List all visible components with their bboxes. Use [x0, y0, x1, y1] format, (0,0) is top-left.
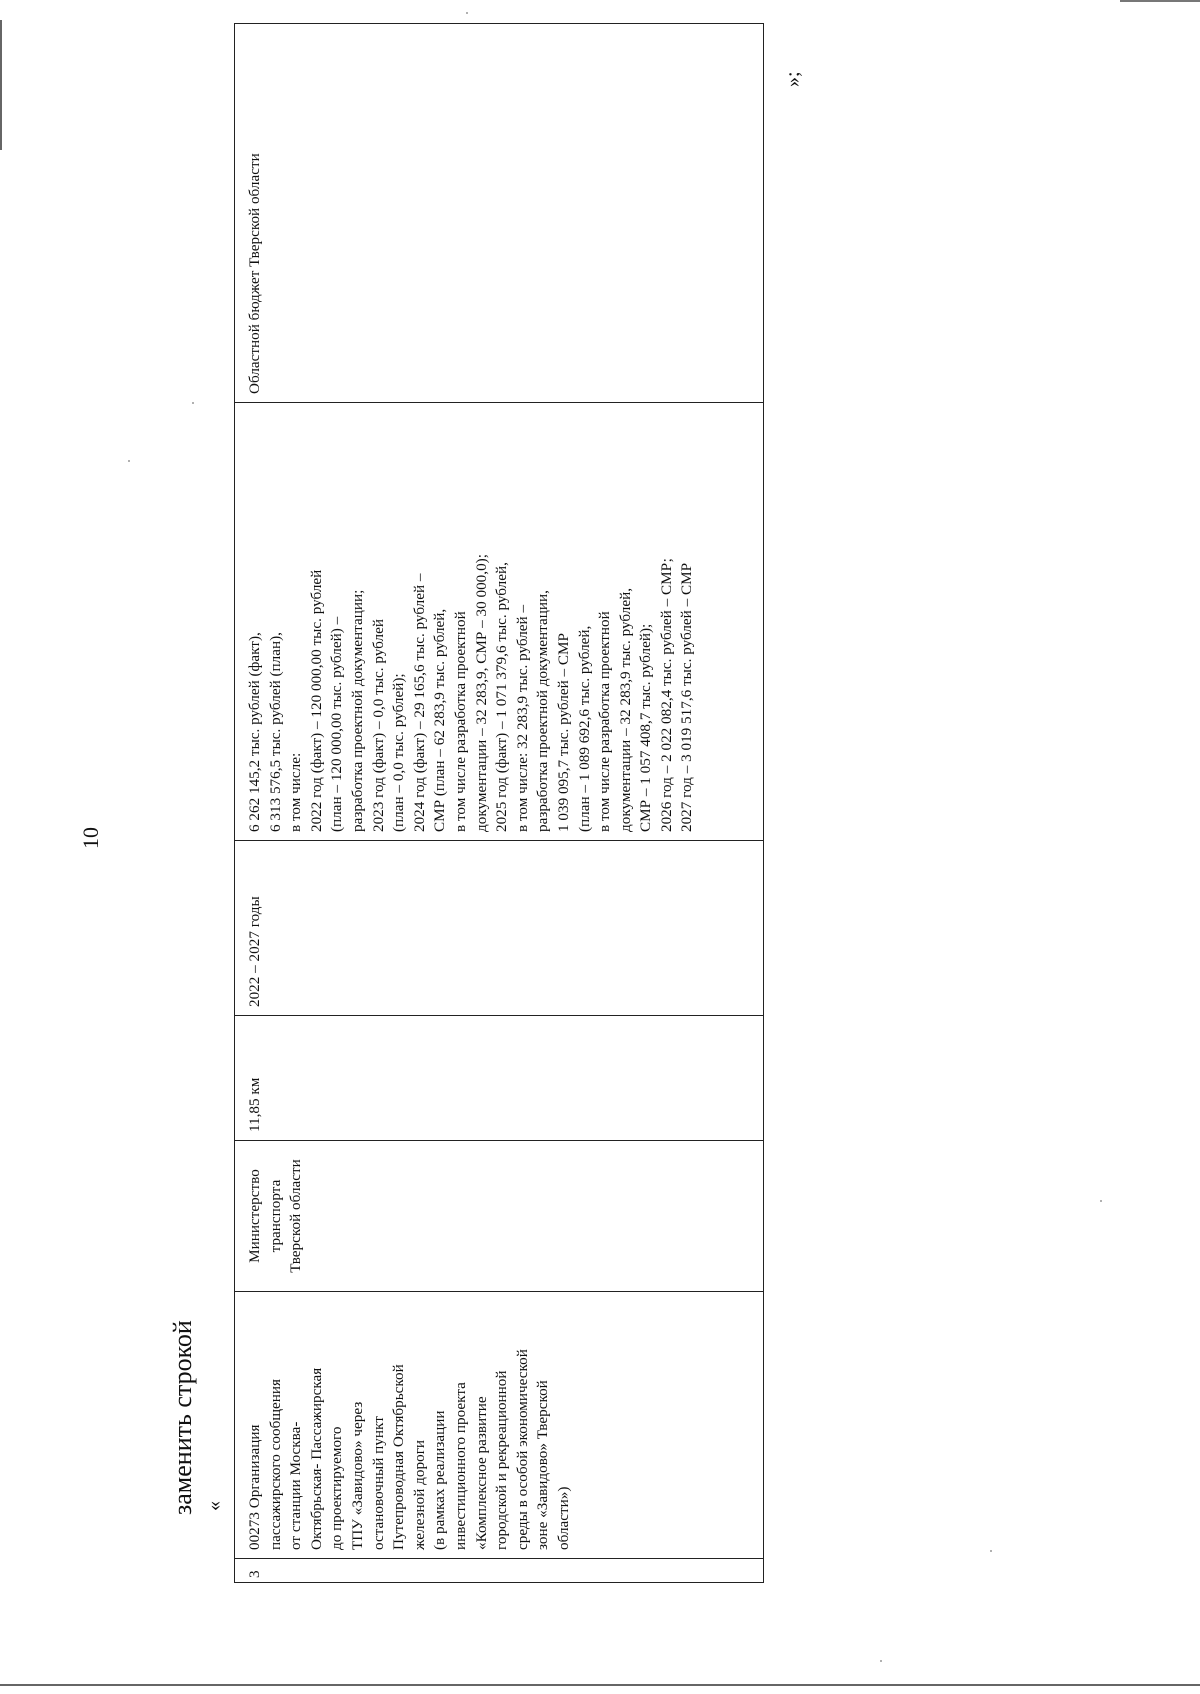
executor-text: Министерство транспорта Тверской области: [246, 1159, 305, 1273]
cost-line: 2023 год (факт) – 0,0 тыс. рублей: [369, 619, 387, 832]
cost-line: в том числе: 32 283,9 тыс. рублей –: [513, 604, 531, 832]
object-name-line: ТПУ «Завидово» через: [348, 1401, 366, 1550]
object-name-line: «Комплексное развитие: [472, 1396, 490, 1550]
object-name-line: пассажирского сообщения: [266, 1378, 284, 1550]
closing-quote: »;: [782, 71, 804, 87]
cost-line: документации – 32 283,9 тыс. рублей,: [616, 587, 634, 832]
cost-line: в том числе разработка проектной: [451, 611, 469, 832]
object-name-line: области»): [554, 1486, 572, 1550]
cost-line: 6 262 145,2 тыс. рублей (факт),: [246, 632, 263, 832]
object-name-line: от станции Москва-: [287, 1421, 305, 1550]
capacity-cell: 11,85 км: [235, 1016, 764, 1141]
object-name-line: до проектируемого: [328, 1426, 346, 1550]
executor-cell: [235, 1141, 764, 1292]
cost-line: 2026 год – 2 022 082,4 тыс. рублей – СМР;: [657, 558, 675, 832]
funding-source-cell: Областной бюджет Тверской области: [235, 24, 764, 403]
cost-line: 1 039 095,7 тыс. рублей – СМР: [554, 633, 572, 832]
object-name-line: городской и рекреационной: [493, 1370, 511, 1550]
object-name-line: Путепроводная Октябрьской: [390, 1364, 408, 1550]
cost-cell: [235, 403, 764, 841]
cost-line: разработка проектной документации,: [534, 590, 552, 832]
cost-line: СМР (план – 62 283,9 тыс. рублей,: [431, 608, 449, 832]
cost-line: 2022 год (факт) – 120 000,00 тыс. рублей: [307, 569, 325, 832]
replacement-table: [234, 23, 764, 1583]
page-number: 10: [78, 827, 103, 849]
cost-line: в том числе:: [287, 752, 305, 832]
instruction-text: заменить строкой: [168, 1320, 197, 1515]
table-row: [235, 24, 764, 1583]
cost-line: (план – 0,0 тыс. рублей);: [390, 673, 408, 832]
cost-line: (план – 120 000,00 тыс. рублей) –: [328, 616, 346, 832]
cost-line: в том числе разработка проектной: [596, 611, 614, 832]
object-name-line: 00273 Организация: [246, 1424, 263, 1550]
cost-line: 2025 год (факт) – 1 071 379,6 тыс. рублей,: [493, 562, 511, 832]
period-cell: 2022 – 2027 годы: [235, 841, 764, 1016]
cost-line: 2027 год – 3 019 517,6 тыс. рублей – СМР: [678, 562, 696, 832]
object-name-line: Октябрьская- Пассажирская: [307, 1367, 325, 1550]
object-name-line: (в рамках реализации: [431, 1410, 449, 1550]
opening-quote: «: [203, 1501, 225, 1511]
cost-line: 6 313 576,5 тыс. рублей (план),: [266, 632, 284, 832]
object-name-line: железной дороги: [410, 1439, 428, 1550]
object-name-line: зоне «Завидово» Тверской: [534, 1380, 552, 1550]
cost-line: разработка проектной документации;: [348, 589, 366, 832]
object-name-cell: [235, 1292, 764, 1559]
object-name-line: инвестиционного проекта: [451, 1382, 469, 1550]
row-number-cell: 3: [235, 1559, 764, 1583]
cost-line: СМР – 1 057 408,7 тыс. рублей);: [637, 623, 655, 832]
object-name-line: среды в особой экономической: [513, 1349, 531, 1550]
cost-line: (план – 1 089 692,6 тыс. рублей,: [575, 625, 593, 832]
cost-line: документации – 32 283,9, СМР – 30 000,0);: [472, 554, 490, 832]
object-name-line: остановочный пункт: [369, 1416, 387, 1550]
cost-line: 2024 год (факт) – 29 165,6 тыс. рублей –: [410, 573, 428, 832]
